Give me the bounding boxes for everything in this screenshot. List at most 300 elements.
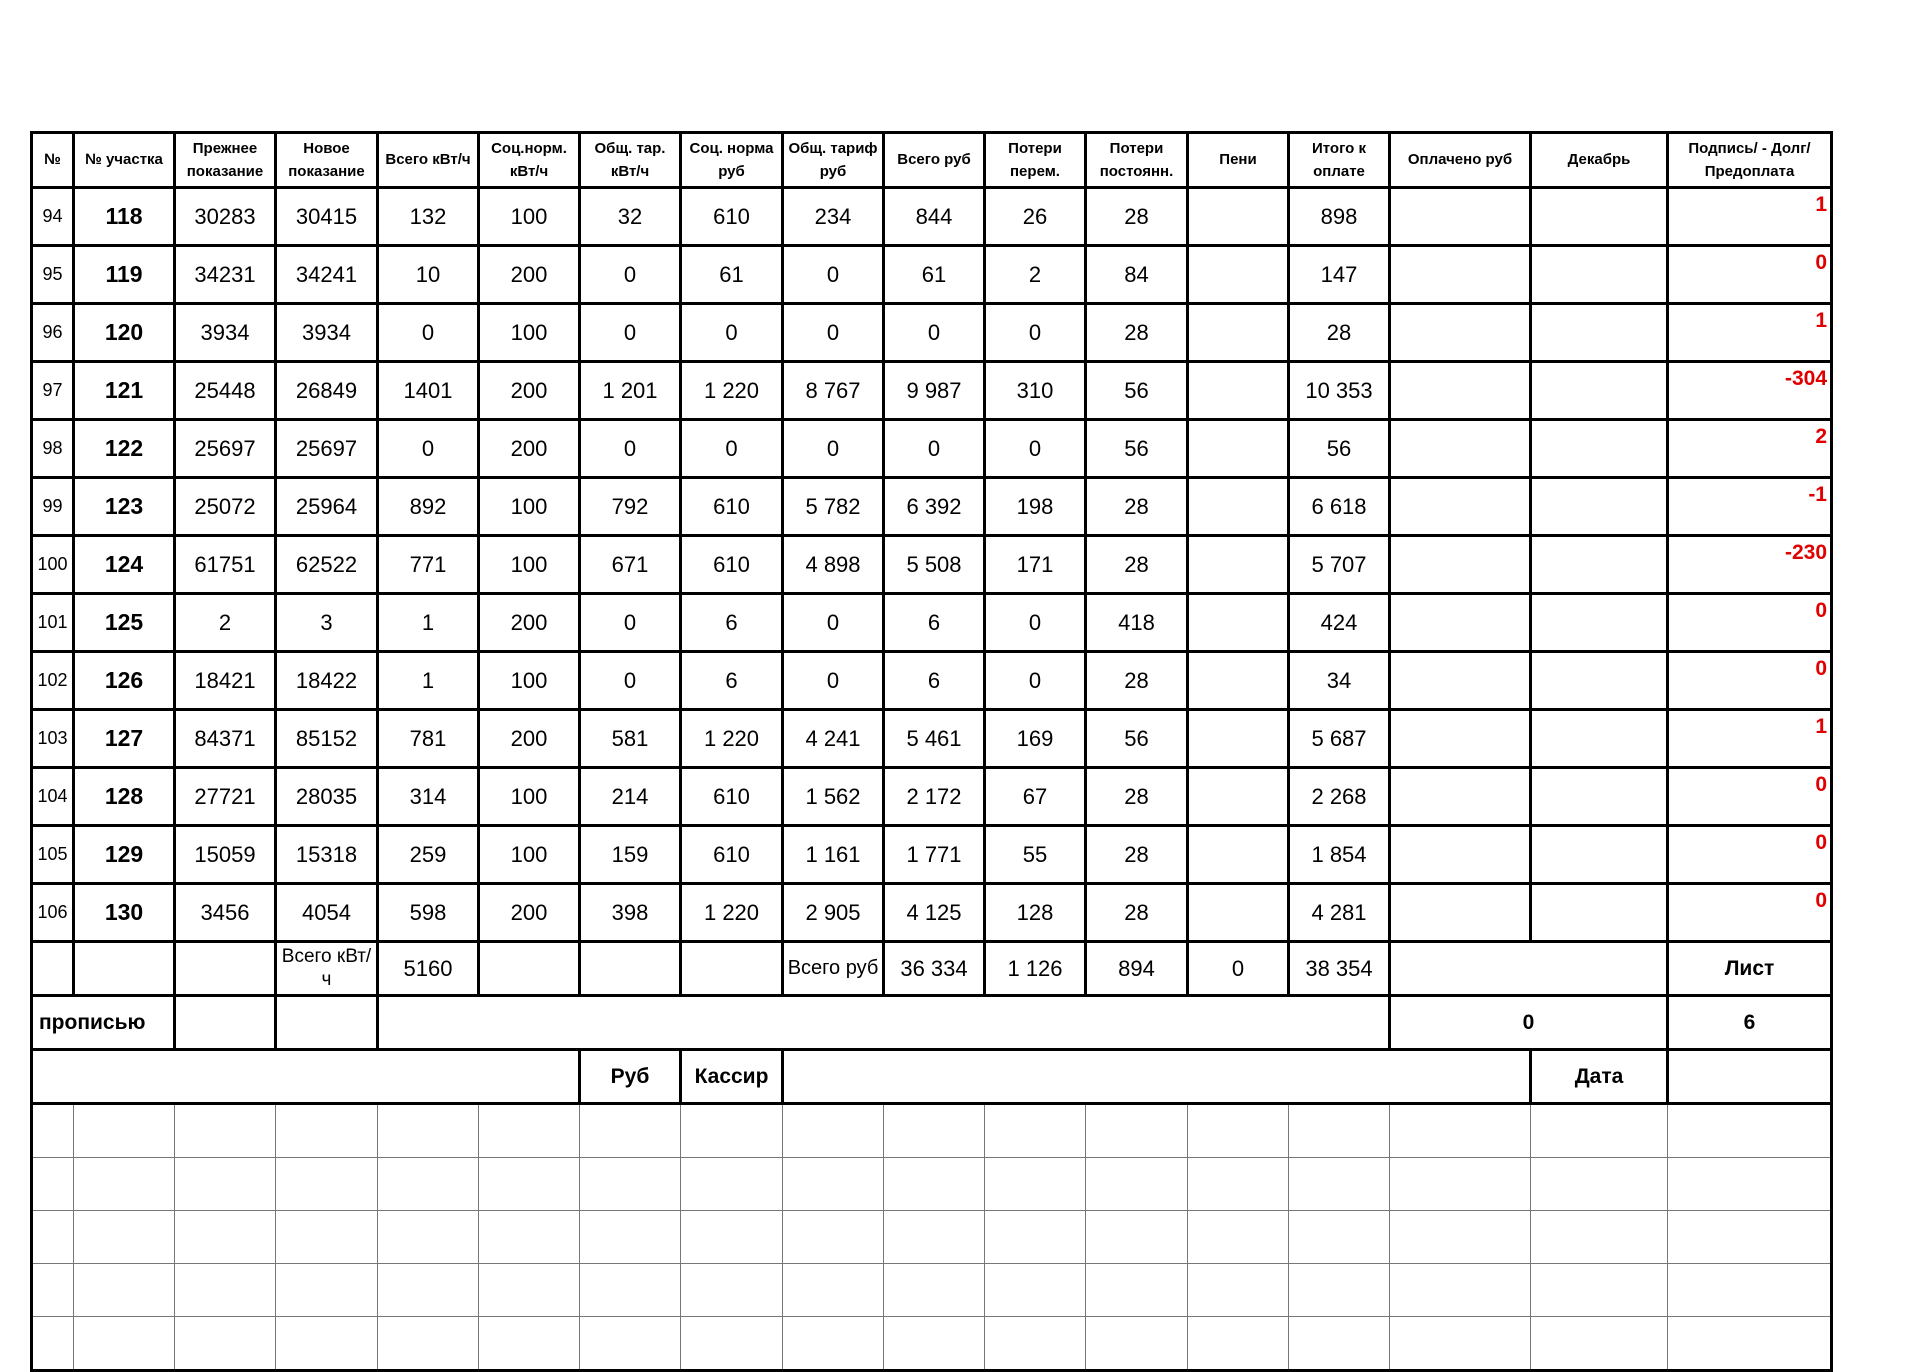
plot-number-cell: 127: [74, 710, 175, 768]
blank-cell: [580, 1264, 681, 1317]
blank-cell: [1289, 1317, 1390, 1371]
blank-cell: [884, 1211, 985, 1264]
plot-number-cell: 122: [74, 420, 175, 478]
variable-losses-cell: 67: [985, 768, 1086, 826]
empty-cell: [175, 996, 276, 1050]
general-tariff-kwh-cell: 0: [580, 246, 681, 304]
variable-losses-cell: 198: [985, 478, 1086, 536]
blank-cell: [1668, 1104, 1832, 1158]
balance-cell: 2: [1668, 420, 1832, 478]
constant-losses-cell: 56: [1086, 420, 1188, 478]
blank-cell: [378, 1104, 479, 1158]
blank-cell: [32, 1211, 74, 1264]
plot-number-cell: 130: [74, 884, 175, 942]
plot-number-cell: 124: [74, 536, 175, 594]
variable-losses-cell: 0: [985, 304, 1086, 362]
blank-cell: [1390, 1104, 1531, 1158]
blank-cell: [1668, 1317, 1832, 1371]
column-header: Новое показание: [276, 133, 378, 188]
total-constant-losses: 894: [1086, 942, 1188, 996]
blank-cell: [479, 1317, 580, 1371]
general-tariff-rub-cell: 5 782: [783, 478, 884, 536]
general-tariff-kwh-cell: 581: [580, 710, 681, 768]
billing-sheet: [30, 131, 1833, 1372]
penalty-cell: [1188, 710, 1289, 768]
blank-cell: [884, 1104, 985, 1158]
column-header: Всего кВт/ч: [378, 133, 479, 188]
blank-cell: [175, 1104, 276, 1158]
social-norm-rub-cell: 0: [681, 304, 783, 362]
column-header: Декабрь: [1531, 133, 1668, 188]
general-tariff-rub-cell: 2 905: [783, 884, 884, 942]
total-kwh-cell: 10: [378, 246, 479, 304]
blank-cell: [580, 1211, 681, 1264]
total-rub-cell: 61: [884, 246, 985, 304]
social-norm-rub-cell: 1 220: [681, 710, 783, 768]
total-kwh-value: 5160: [378, 942, 479, 996]
balance-cell: -1: [1668, 478, 1832, 536]
total-rub-cell: 0: [884, 304, 985, 362]
table-row: [32, 536, 1832, 594]
paid-total: 0: [1390, 996, 1668, 1050]
social-norm-kwh-cell: 200: [479, 246, 580, 304]
general-tariff-rub-cell: 0: [783, 420, 884, 478]
blank-cell: [479, 1158, 580, 1211]
column-header: Всего руб: [884, 133, 985, 188]
general-tariff-rub-cell: 1 161: [783, 826, 884, 884]
new-reading-cell: 30415: [276, 188, 378, 246]
row-number-cell: 96: [32, 304, 74, 362]
plot-number-cell: 119: [74, 246, 175, 304]
blank-cell: [1086, 1104, 1188, 1158]
social-norm-rub-cell: 0: [681, 420, 783, 478]
social-norm-rub-cell: 610: [681, 768, 783, 826]
empty-cell: [479, 942, 580, 996]
paid-rub-cell: [1390, 884, 1531, 942]
new-reading-cell: 3: [276, 594, 378, 652]
blank-cell: [884, 1264, 985, 1317]
paid-rub-cell: [1390, 652, 1531, 710]
general-tariff-kwh-cell: 671: [580, 536, 681, 594]
blank-cell: [32, 1158, 74, 1211]
previous-reading-cell: 30283: [175, 188, 276, 246]
december-cell: [1531, 536, 1668, 594]
column-header: Потери постоянн.: [1086, 133, 1188, 188]
blank-cell: [985, 1104, 1086, 1158]
cashier-label: Кассир: [681, 1050, 783, 1104]
new-reading-cell: 85152: [276, 710, 378, 768]
blank-cell: [681, 1211, 783, 1264]
blank-cell: [783, 1104, 884, 1158]
amount-due-cell: 5 707: [1289, 536, 1390, 594]
social-norm-rub-cell: 61: [681, 246, 783, 304]
general-tariff-rub-cell: 4 241: [783, 710, 884, 768]
total-rub-cell: 6 392: [884, 478, 985, 536]
total-rub-cell: 2 172: [884, 768, 985, 826]
previous-reading-cell: 3456: [175, 884, 276, 942]
blank-cell: [1086, 1158, 1188, 1211]
new-reading-cell: 28035: [276, 768, 378, 826]
paid-rub-cell: [1390, 188, 1531, 246]
row-number-cell: 97: [32, 362, 74, 420]
penalty-cell: [1188, 536, 1289, 594]
blank-cell: [276, 1264, 378, 1317]
variable-losses-cell: 171: [985, 536, 1086, 594]
blank-cell: [985, 1211, 1086, 1264]
new-reading-cell: 62522: [276, 536, 378, 594]
empty-cell: [580, 942, 681, 996]
constant-losses-cell: 28: [1086, 304, 1188, 362]
table-row: [32, 826, 1832, 884]
column-header: № участка: [74, 133, 175, 188]
total-kwh-cell: 1401: [378, 362, 479, 420]
total-rub-cell: 844: [884, 188, 985, 246]
blank-cell: [681, 1104, 783, 1158]
paid-rub-cell: [1390, 304, 1531, 362]
variable-losses-cell: 0: [985, 420, 1086, 478]
constant-losses-cell: 28: [1086, 826, 1188, 884]
social-norm-kwh-cell: 100: [479, 188, 580, 246]
total-rub-value: 36 334: [884, 942, 985, 996]
blank-cell: [74, 1104, 175, 1158]
december-cell: [1531, 826, 1668, 884]
plot-number-cell: 120: [74, 304, 175, 362]
blank-cell: [681, 1317, 783, 1371]
blank-cell: [378, 1317, 479, 1371]
general-tariff-kwh-cell: 0: [580, 594, 681, 652]
blank-cell: [1188, 1158, 1289, 1211]
amount-due-cell: 4 281: [1289, 884, 1390, 942]
blank-cell: [479, 1264, 580, 1317]
blank-cell: [1289, 1158, 1390, 1211]
column-header: Общ. тар. кВт/ч: [580, 133, 681, 188]
blank-cell: [479, 1211, 580, 1264]
plot-number-cell: 129: [74, 826, 175, 884]
new-reading-cell: 25964: [276, 478, 378, 536]
general-tariff-rub-cell: 8 767: [783, 362, 884, 420]
december-cell: [1531, 188, 1668, 246]
blank-cell: [681, 1158, 783, 1211]
blank-cell: [74, 1317, 175, 1371]
december-cell: [1531, 652, 1668, 710]
blank-row: [32, 1158, 1832, 1211]
total-kwh-cell: 1: [378, 594, 479, 652]
total-kwh-cell: 314: [378, 768, 479, 826]
blank-cell: [276, 1211, 378, 1264]
blank-cell: [378, 1158, 479, 1211]
social-norm-kwh-cell: 200: [479, 710, 580, 768]
general-tariff-kwh-cell: 1 201: [580, 362, 681, 420]
general-tariff-kwh-cell: 0: [580, 304, 681, 362]
constant-losses-cell: 56: [1086, 362, 1188, 420]
table-row: [32, 420, 1832, 478]
blank-row: [32, 1211, 1832, 1264]
social-norm-kwh-cell: 100: [479, 304, 580, 362]
table-row: [32, 768, 1832, 826]
blank-cell: [1390, 1317, 1531, 1371]
blank-cell: [32, 1264, 74, 1317]
row-number-cell: 99: [32, 478, 74, 536]
sheet-label: Лист: [1668, 942, 1832, 996]
penalty-cell: [1188, 652, 1289, 710]
row-number-cell: 102: [32, 652, 74, 710]
variable-losses-cell: 26: [985, 188, 1086, 246]
paid-rub-cell: [1390, 710, 1531, 768]
plot-number-cell: 126: [74, 652, 175, 710]
new-reading-cell: 15318: [276, 826, 378, 884]
row-number-cell: 98: [32, 420, 74, 478]
blank-cell: [1390, 1264, 1531, 1317]
sheet-number: 6: [1668, 996, 1832, 1050]
empty-cell: [74, 942, 175, 996]
total-rub-cell: 4 125: [884, 884, 985, 942]
blank-cell: [378, 1264, 479, 1317]
plot-number-cell: 123: [74, 478, 175, 536]
general-tariff-kwh-cell: 398: [580, 884, 681, 942]
paid-rub-cell: [1390, 420, 1531, 478]
blank-cell: [378, 1211, 479, 1264]
previous-reading-cell: 15059: [175, 826, 276, 884]
amount-due-cell: 898: [1289, 188, 1390, 246]
new-reading-cell: 4054: [276, 884, 378, 942]
table-row: [32, 304, 1832, 362]
total-kwh-cell: 892: [378, 478, 479, 536]
blank-cell: [1289, 1211, 1390, 1264]
amount-due-cell: 34: [1289, 652, 1390, 710]
total-kwh-cell: 0: [378, 420, 479, 478]
december-cell: [1531, 594, 1668, 652]
cashier-field: [783, 1050, 1531, 1104]
blank-cell: [1668, 1211, 1832, 1264]
balance-cell: 0: [1668, 826, 1832, 884]
december-cell: [1531, 246, 1668, 304]
total-kwh-label: Всего кВт/ч: [276, 942, 378, 996]
blank-cell: [580, 1317, 681, 1371]
table-row: [32, 362, 1832, 420]
previous-reading-cell: 34231: [175, 246, 276, 304]
blank-cell: [1289, 1104, 1390, 1158]
penalty-cell: [1188, 884, 1289, 942]
general-tariff-kwh-cell: 0: [580, 652, 681, 710]
new-reading-cell: 25697: [276, 420, 378, 478]
blank-row: [32, 1104, 1832, 1158]
december-cell: [1531, 478, 1668, 536]
general-tariff-rub-cell: 0: [783, 652, 884, 710]
blank-cell: [681, 1264, 783, 1317]
balance-cell: 0: [1668, 594, 1832, 652]
table-row: [32, 246, 1832, 304]
total-rub-cell: 5 461: [884, 710, 985, 768]
blank-cell: [479, 1104, 580, 1158]
blank-cell: [1531, 1104, 1668, 1158]
social-norm-kwh-cell: 100: [479, 826, 580, 884]
balance-cell: 0: [1668, 884, 1832, 942]
blank-row: [32, 1317, 1832, 1371]
new-reading-cell: 34241: [276, 246, 378, 304]
penalty-cell: [1188, 304, 1289, 362]
december-cell: [1531, 710, 1668, 768]
row-number-cell: 95: [32, 246, 74, 304]
blank-cell: [884, 1317, 985, 1371]
balance-cell: 1: [1668, 188, 1832, 246]
signature-row: [32, 1050, 1832, 1104]
blank-cell: [175, 1264, 276, 1317]
penalty-cell: [1188, 246, 1289, 304]
blank-cell: [1668, 1158, 1832, 1211]
blank-cell: [1531, 1317, 1668, 1371]
general-tariff-kwh-cell: 159: [580, 826, 681, 884]
amount-due-cell: 147: [1289, 246, 1390, 304]
blank-cell: [985, 1264, 1086, 1317]
in-words-field: [378, 996, 1390, 1050]
total-penalty: 0: [1188, 942, 1289, 996]
blank-cell: [884, 1158, 985, 1211]
plot-number-cell: 125: [74, 594, 175, 652]
total-rub-cell: 1 771: [884, 826, 985, 884]
paid-rub-cell: [1390, 536, 1531, 594]
previous-reading-cell: 84371: [175, 710, 276, 768]
blank-cell: [1188, 1264, 1289, 1317]
amount-field: [32, 1050, 580, 1104]
variable-losses-cell: 0: [985, 594, 1086, 652]
amount-due-cell: 2 268: [1289, 768, 1390, 826]
constant-losses-cell: 28: [1086, 536, 1188, 594]
social-norm-rub-cell: 1 220: [681, 884, 783, 942]
paid-rub-cell: [1390, 826, 1531, 884]
paid-rub-cell: [1390, 768, 1531, 826]
previous-reading-cell: 3934: [175, 304, 276, 362]
row-number-cell: 94: [32, 188, 74, 246]
social-norm-kwh-cell: 100: [479, 768, 580, 826]
social-norm-rub-cell: 6: [681, 594, 783, 652]
blank-cell: [1390, 1158, 1531, 1211]
previous-reading-cell: 25448: [175, 362, 276, 420]
blank-cell: [276, 1104, 378, 1158]
blank-cell: [1531, 1211, 1668, 1264]
row-number-cell: 100: [32, 536, 74, 594]
general-tariff-kwh-cell: 32: [580, 188, 681, 246]
social-norm-kwh-cell: 100: [479, 536, 580, 594]
december-cell: [1531, 304, 1668, 362]
constant-losses-cell: 418: [1086, 594, 1188, 652]
row-number-cell: 103: [32, 710, 74, 768]
empty-cell: [276, 996, 378, 1050]
total-rub-cell: 0: [884, 420, 985, 478]
blank-cell: [1668, 1264, 1832, 1317]
date-field: [1668, 1050, 1832, 1104]
balance-cell: 1: [1668, 304, 1832, 362]
social-norm-kwh-cell: 200: [479, 594, 580, 652]
general-tariff-rub-cell: 234: [783, 188, 884, 246]
blank-cell: [1188, 1104, 1289, 1158]
amount-due-cell: 28: [1289, 304, 1390, 362]
penalty-cell: [1188, 594, 1289, 652]
constant-losses-cell: 28: [1086, 652, 1188, 710]
variable-losses-cell: 0: [985, 652, 1086, 710]
december-cell: [1531, 362, 1668, 420]
table-row: [32, 594, 1832, 652]
blank-cell: [1188, 1211, 1289, 1264]
december-cell: [1531, 884, 1668, 942]
blank-cell: [1188, 1317, 1289, 1371]
penalty-cell: [1188, 478, 1289, 536]
amount-due-cell: 5 687: [1289, 710, 1390, 768]
total-kwh-cell: 781: [378, 710, 479, 768]
blank-cell: [175, 1158, 276, 1211]
social-norm-rub-cell: 1 220: [681, 362, 783, 420]
previous-reading-cell: 61751: [175, 536, 276, 594]
total-variable-losses: 1 126: [985, 942, 1086, 996]
social-norm-rub-cell: 610: [681, 188, 783, 246]
plot-number-cell: 121: [74, 362, 175, 420]
blank-cell: [1086, 1317, 1188, 1371]
balance-cell: 0: [1668, 652, 1832, 710]
column-header: Оплачено руб: [1390, 133, 1531, 188]
balance-cell: -304: [1668, 362, 1832, 420]
balance-cell: 0: [1668, 768, 1832, 826]
table-row: [32, 652, 1832, 710]
constant-losses-cell: 28: [1086, 768, 1188, 826]
total-rub-label: Всего руб: [783, 942, 884, 996]
new-reading-cell: 18422: [276, 652, 378, 710]
social-norm-kwh-cell: 200: [479, 884, 580, 942]
blank-cell: [276, 1158, 378, 1211]
constant-losses-cell: 28: [1086, 188, 1188, 246]
paid-rub-cell: [1390, 478, 1531, 536]
blank-cell: [32, 1104, 74, 1158]
amount-due-cell: 1 854: [1289, 826, 1390, 884]
row-number-cell: 105: [32, 826, 74, 884]
blank-cell: [783, 1264, 884, 1317]
total-rub-cell: 9 987: [884, 362, 985, 420]
social-norm-rub-cell: 610: [681, 478, 783, 536]
new-reading-cell: 3934: [276, 304, 378, 362]
general-tariff-rub-cell: 0: [783, 594, 884, 652]
column-header: Подпись/ - Долг/Предоплата: [1668, 133, 1832, 188]
social-norm-kwh-cell: 100: [479, 652, 580, 710]
column-header: Соц. норма руб: [681, 133, 783, 188]
penalty-cell: [1188, 768, 1289, 826]
column-header: Пени: [1188, 133, 1289, 188]
general-tariff-kwh-cell: 214: [580, 768, 681, 826]
blank-cell: [783, 1158, 884, 1211]
table-row: [32, 710, 1832, 768]
date-label: Дата: [1531, 1050, 1668, 1104]
paid-rub-cell: [1390, 362, 1531, 420]
previous-reading-cell: 27721: [175, 768, 276, 826]
balance-cell: 0: [1668, 246, 1832, 304]
social-norm-kwh-cell: 200: [479, 420, 580, 478]
blank-cell: [580, 1104, 681, 1158]
paid-rub-cell: [1390, 594, 1531, 652]
empty-cell: [32, 942, 74, 996]
table-row: [32, 188, 1832, 246]
social-norm-rub-cell: 6: [681, 652, 783, 710]
general-tariff-kwh-cell: 792: [580, 478, 681, 536]
column-header: Общ. тариф руб: [783, 133, 884, 188]
totals-row: [32, 942, 1832, 996]
blank-cell: [1086, 1211, 1188, 1264]
social-norm-kwh-cell: 200: [479, 362, 580, 420]
blank-cell: [783, 1317, 884, 1371]
row-number-cell: 106: [32, 884, 74, 942]
total-due: 38 354: [1289, 942, 1390, 996]
constant-losses-cell: 28: [1086, 884, 1188, 942]
previous-reading-cell: 25697: [175, 420, 276, 478]
blank-cell: [985, 1317, 1086, 1371]
variable-losses-cell: 169: [985, 710, 1086, 768]
general-tariff-rub-cell: 0: [783, 246, 884, 304]
